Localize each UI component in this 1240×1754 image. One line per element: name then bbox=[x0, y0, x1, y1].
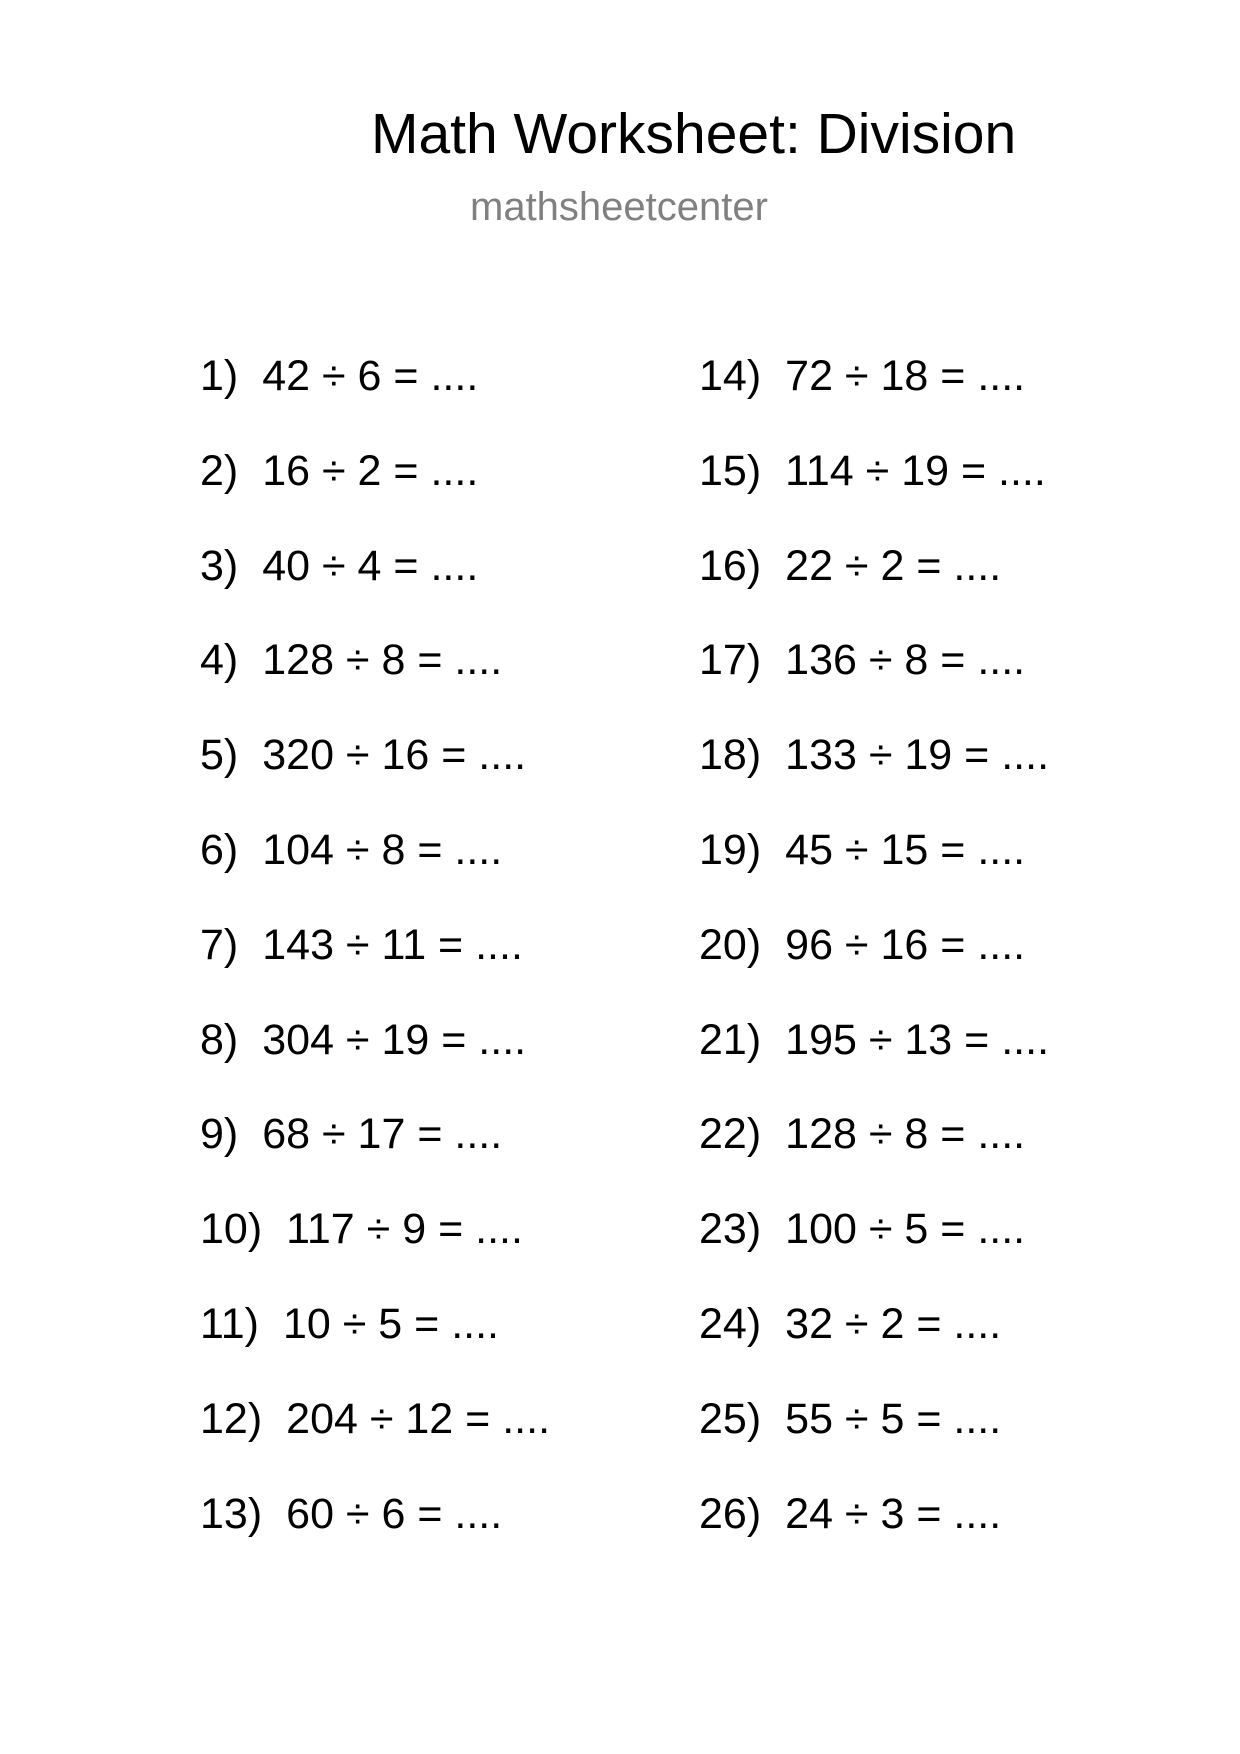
problem-number: 17) bbox=[699, 636, 762, 685]
problem-expression: 22 ÷ 2 = .... bbox=[785, 541, 1002, 590]
problem-number: 16) bbox=[699, 541, 762, 590]
problem-expression: 114 ÷ 19 = .... bbox=[785, 446, 1046, 495]
problem-item bbox=[699, 1298, 1219, 1393]
problem-item bbox=[200, 1108, 720, 1203]
problem-item bbox=[699, 729, 1219, 824]
problem-item bbox=[200, 1488, 720, 1583]
problem-expression: 104 ÷ 8 = .... bbox=[262, 825, 503, 874]
problem-item bbox=[699, 445, 1219, 540]
problem-number: 20) bbox=[699, 920, 762, 969]
problem-expression: 128 ÷ 8 = .... bbox=[262, 636, 503, 685]
problem-number: 5) bbox=[200, 731, 239, 780]
problem-expression: 195 ÷ 13 = .... bbox=[785, 1015, 1050, 1064]
problem-column-right bbox=[699, 350, 1219, 1582]
problem-number: 6) bbox=[200, 825, 239, 874]
problem-item bbox=[699, 634, 1219, 729]
problem-expression: 40 ÷ 4 = .... bbox=[262, 541, 479, 590]
problem-number: 21) bbox=[699, 1015, 762, 1064]
problem-item bbox=[200, 1298, 720, 1393]
problem-expression: 133 ÷ 19 = .... bbox=[785, 731, 1050, 780]
problem-expression: 45 ÷ 15 = .... bbox=[785, 825, 1026, 874]
problem-expression: 117 ÷ 9 = .... bbox=[286, 1205, 523, 1254]
problem-number: 8) bbox=[200, 1015, 239, 1064]
problem-item bbox=[200, 729, 720, 824]
problem-number: 11) bbox=[200, 1299, 259, 1348]
problem-expression: 204 ÷ 12 = .... bbox=[286, 1394, 551, 1443]
problem-number: 10) bbox=[200, 1205, 263, 1254]
problem-number: 15) bbox=[699, 446, 762, 495]
problem-item bbox=[699, 919, 1219, 1014]
problem-item bbox=[200, 445, 720, 540]
problem-number: 3) bbox=[200, 541, 239, 590]
problem-expression: 96 ÷ 16 = .... bbox=[785, 920, 1026, 969]
problem-number: 22) bbox=[699, 1110, 762, 1159]
problem-expression: 60 ÷ 6 = .... bbox=[286, 1489, 503, 1538]
problem-number: 1) bbox=[200, 352, 239, 400]
problem-item bbox=[200, 824, 720, 919]
problem-item bbox=[699, 824, 1219, 919]
problem-number: 13) bbox=[200, 1489, 263, 1538]
problem-item bbox=[699, 1014, 1219, 1109]
problem-number: 4) bbox=[200, 636, 239, 685]
problem-expression: 42 ÷ 6 = .... bbox=[262, 352, 479, 400]
problem-expression: 128 ÷ 8 = .... bbox=[785, 1110, 1026, 1159]
problem-expression: 100 ÷ 5 = .... bbox=[785, 1205, 1026, 1254]
problem-number: 2) bbox=[200, 446, 239, 495]
problem-item bbox=[699, 1488, 1219, 1583]
problem-expression: 143 ÷ 11 = .... bbox=[262, 920, 523, 969]
problem-column-left bbox=[200, 350, 720, 1582]
problem-item bbox=[699, 540, 1219, 635]
worksheet-subtitle: mathsheetcenter bbox=[470, 185, 768, 229]
problem-number: 19) bbox=[699, 825, 762, 874]
problem-item bbox=[699, 1393, 1219, 1488]
problem-item bbox=[200, 919, 720, 1014]
problem-expression: 32 ÷ 2 = .... bbox=[785, 1299, 1002, 1348]
problem-number: 7) bbox=[200, 920, 239, 969]
worksheet-title: Math Worksheet: Division bbox=[371, 102, 1017, 166]
problem-expression: 55 ÷ 5 = .... bbox=[785, 1394, 1002, 1443]
problem-number: 26) bbox=[699, 1489, 762, 1538]
problem-expression: 320 ÷ 16 = .... bbox=[262, 731, 527, 780]
problem-number: 12) bbox=[200, 1394, 263, 1443]
problem-expression: 136 ÷ 8 = .... bbox=[785, 636, 1026, 685]
problem-item bbox=[200, 540, 720, 635]
problem-item bbox=[200, 1203, 720, 1298]
problem-number: 18) bbox=[699, 731, 762, 780]
problem-item bbox=[699, 1108, 1219, 1203]
problem-expression: 10 ÷ 5 = .... bbox=[282, 1299, 499, 1348]
problem-number: 23) bbox=[699, 1205, 762, 1254]
problem-expression: 72 ÷ 18 = .... bbox=[785, 352, 1026, 400]
problem-expression: 16 ÷ 2 = .... bbox=[262, 446, 479, 495]
problem-item bbox=[200, 634, 720, 729]
problem-item bbox=[200, 350, 720, 445]
problem-number: 14) bbox=[699, 352, 762, 400]
problem-expression: 24 ÷ 3 = .... bbox=[785, 1489, 1002, 1538]
problem-item bbox=[200, 1393, 720, 1488]
problem-number: 25) bbox=[699, 1394, 762, 1443]
problem-expression: 68 ÷ 17 = .... bbox=[262, 1110, 503, 1159]
problem-item bbox=[699, 350, 1219, 445]
problem-expression: 304 ÷ 19 = .... bbox=[262, 1015, 527, 1064]
problem-number: 9) bbox=[200, 1110, 239, 1159]
problem-item bbox=[200, 1014, 720, 1109]
problem-item bbox=[699, 1203, 1219, 1298]
problem-number: 24) bbox=[699, 1299, 762, 1348]
